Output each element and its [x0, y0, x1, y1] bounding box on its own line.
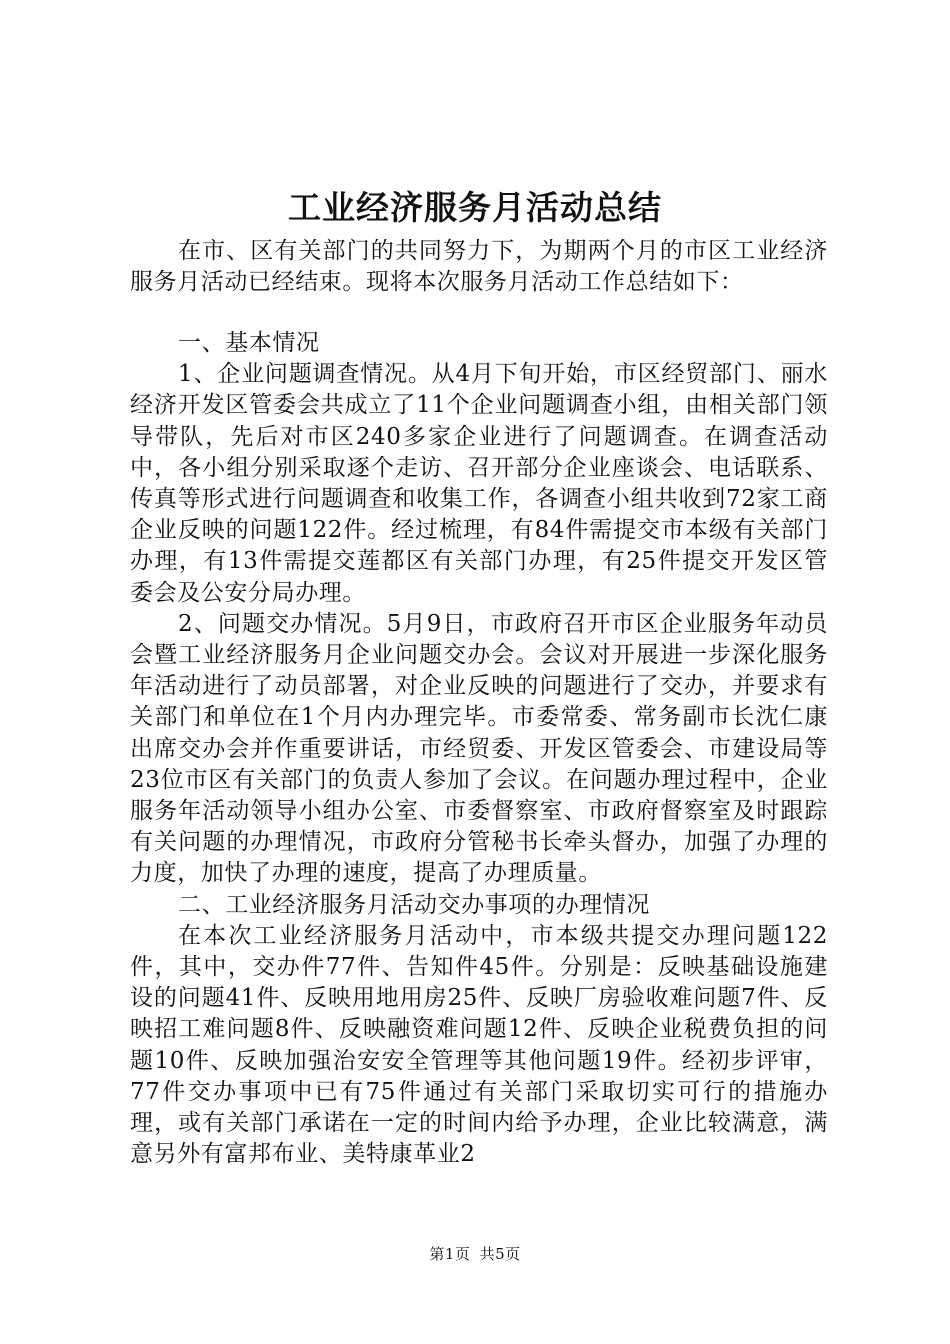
main-content	[130, 328, 828, 1170]
paragraph-1: 1、企业问题调查情况。从4月下旬开始，市区经贸部门、丽水经济开发区管委会共成立了11个企业问题调查小组，由相关部门领导带队，先后对市区240多家企业进行了问题调查。在调查活动中，各小组分别采取逐个走访、召开部分企业座谈会、电话联系、传真等形式进行问题调查和收集工作，各调查小组共收到72家工商企业反映的问题122件。经过梳理，有84件需提交市本级有关部门办理，有13件需提交莲都区有关部门办理，有25件提交开发区管委会及公安分局办理。	[130, 361, 828, 606]
page-footer	[0, 1243, 950, 1264]
page-number: 第1页	[429, 1245, 471, 1263]
paragraph-2: 2、问题交办情况。5月9日，市政府召开市区企业服务年动员会暨工业经济服务月企业问题交办会。会议对开展进一步深化服务年活动进行了动员部署，对企业反映的问题进行了交办，并要求有关部门和单位在1个月内办理完毕。市委常委、常务副市长沈仁康出席交办会并作重要讲话，市经贸委、开发区管委会、市建设局等23位市区有关部门的负责人参加了会议。在问题办理过程中，企业服务年活动领导小组办公室、市委督察室、市政府督察室及时跟踪有关问题的办理情况，市政府分管秘书长牵头督办，加强了办理的力度，加快了办理的速度，提高了办理质量。	[130, 610, 828, 887]
intro-block	[130, 236, 828, 298]
page-total: 共5页	[479, 1245, 521, 1263]
document-title: 工业经济服务月活动总结	[288, 188, 662, 227]
paragraph-3: 在本次工业经济服务月活动中，市本级共提交办理问题122件，其中，交办件77件、告知件45件。分别是：反映基础设施建设的问题41件、反映用地用房25件、反映厂房验收难问题7件、反映招工难问题8件、反映融资难问题12件、反映企业税费负担的问题10件、反映加强治安安全管理等其他问题19件。经初步评审，77件交办事项中已有75件通过有关部门采取切实可行的措施办理，或有关部门承诺在一定的时间内给予办理，企业比较满意，满意另外有富邦布业、美特康革业2	[130, 922, 828, 1168]
intro-paragraph: 在市、区有关部门的共同努力下，为期两个月的市区工业经济服务月活动已经结束。现将本次服务月活动工作总结如下：	[130, 238, 828, 296]
section-1-heading: 一、基本情况	[178, 330, 320, 356]
section-2-heading: 二、工业经济服务月活动交办事项的办理情况	[178, 891, 650, 918]
